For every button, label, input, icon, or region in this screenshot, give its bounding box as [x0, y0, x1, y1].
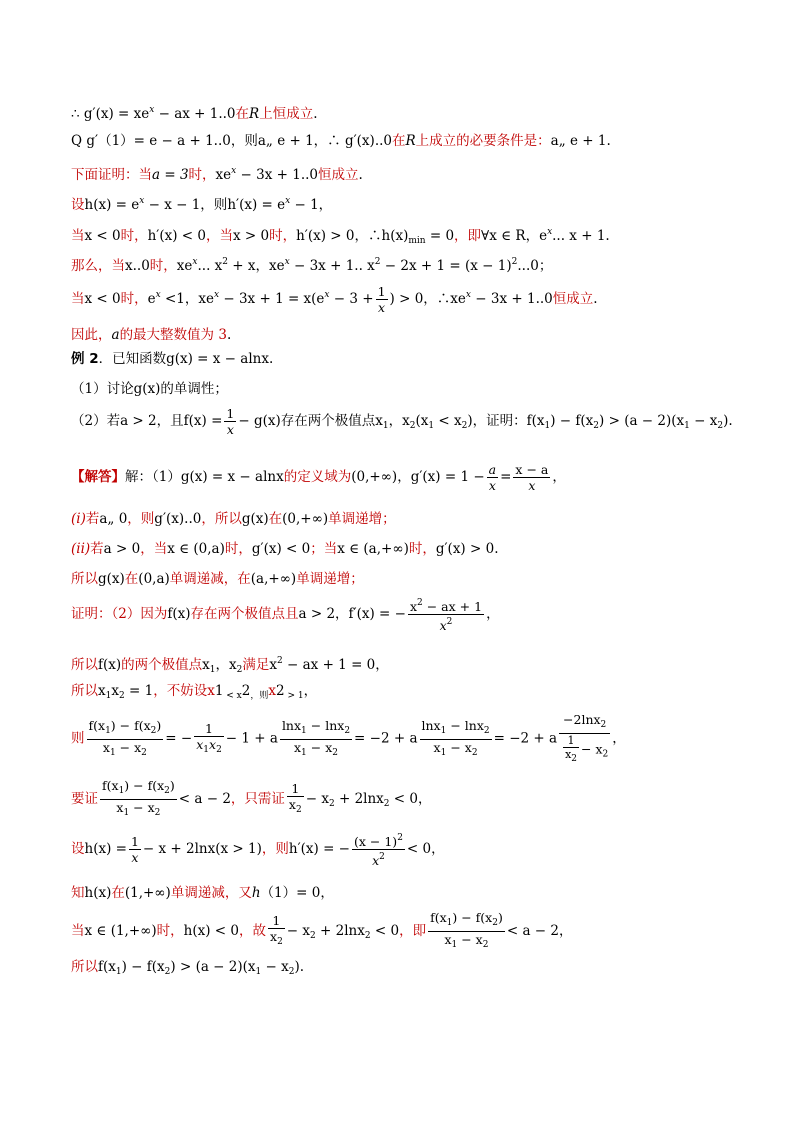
line-11: （2）若a > 2，且f(x) = $\frac{1}{x}$ − g(x)存在两个极值点$x_1$，$x_2(x_1 < x_2)$，证明：$f(x_1) - f(x_2) > (a - 2)(x_1 - x_2)$. [71, 406, 733, 437]
line-4: 设$h(x) = e^x - x - 1$，则$h'(x) = e^x - 1$， [71, 196, 333, 213]
line-17: 所以f(x)的两个极值点$x_1$，$x_2$满足$x^2$ − ax + 1 = 0， [71, 656, 389, 675]
line-12: 【解答】解：（1）g(x) = x − alnx的定义域为(0,+∞)，g′(x) = 1 − $\frac{a}{x}$ = $\frac{x - a}{x}$ ， [71, 462, 566, 493]
line-21: 设h(x) = $\frac{1}{x}$ − x + 2lnx(x > 1)，则h′(x) = − $\frac{(x - 1)^2}{x^2}$ < 0， [71, 833, 445, 868]
fraction: $\frac{1}{x_2}$ [270, 913, 283, 947]
line-13: (i)若a„ 0，则g′(x)..0，所以g(x)在(0,+∞)单调递增； [71, 511, 396, 527]
fraction: $\frac{(x - 1)^2}{x^2}$ [354, 833, 403, 868]
line-3: 下面证明：当a = 3时，$xe^x - 3x + 1..0$恒成立. [71, 166, 363, 183]
line-19: 则 $\frac{f(x_1) - f(x_2)}{x_1 - x_2}$ = − $\frac{1}{x_1x_2}$ − 1 + a $\frac{\ln x_1 - \ln x_2}{x_1 - x_2}$ = −2 + a $\frac{\ln x_1 - \ln x_2}{x_1 - x_2}$ = −2 + a −2lnx$_2$ $\frac{1}{x_2}$ − $x_2$ ， [71, 712, 626, 764]
fraction: $\frac{f(x_1) - f(x_2)}{x_1 - x_2}$ [88, 717, 162, 758]
line-7: 当x < 0时，$e^x <1$，$xe^x - 3x + 1 = x(e^x - 3$ + $\frac{1}{x}$ ) > 0，$\therefore xe^x - 3x + 1..0$恒成立. [71, 284, 598, 315]
line-18: 所以$x_1x_2 = 1$，不妨设x1 $_{< x}2_{,则}x2$ $_{> 1}$， [71, 683, 318, 701]
fraction: $\frac{1}{x}$ [226, 406, 235, 437]
line-8: 因此，a的最大整数值为 3. [71, 327, 232, 343]
line-1: ∴ $g'(x) = xe^x$ − ax + 1..0在R上恒成立. [71, 105, 318, 122]
line-15: 所以g(x)在(0,a)单调递减，在(a,+∞)单调递增； [71, 571, 364, 587]
line-9: 例 2．已知函数g(x) = x − alnx. [71, 351, 274, 367]
line-6: 那么，当x..0时，$xe^x$... $x^2 + x$，$xe^x - 3x + 1$.. $x^2 - 2x + 1 = (x - 1)^2...0$； [71, 257, 553, 274]
line-24: 所以$f(x_1) - f(x_2) > (a - 2)(x_1 - x_2)$. [71, 959, 305, 977]
fraction: $\frac{a}{x}$ [488, 462, 497, 493]
fraction: $\frac{1}{x_1x_2}$ [196, 720, 222, 755]
fraction: $\frac{f(x_1) - f(x_2)}{x_1 - x_2}$ [102, 778, 175, 818]
fraction: $\frac{x^2 - ax + 1}{x^2}$ [409, 598, 483, 633]
line-16: 证明：（2）因为f(x)存在两个极值点且a > 2，f′(x) = − $\frac{x^2 - ax + 1}{x^2}$ ， [71, 598, 500, 633]
line-20: 要证 $\frac{f(x_1) - f(x_2)}{x_1 - x_2}$ < a − 2，只需证 $\frac{1}{x_2}$ − $x_2 + 2\ln x_2 < 0$， [71, 778, 432, 821]
fraction: $\frac{f(x_1) - f(x_2)}{x_1 - x_2}$ [430, 910, 503, 950]
line-14: (ii)若a > 0，当x ∈ (0,a)时，g′(x) < 0；当x ∈ (a,+∞)时，g′(x) > 0. [71, 541, 499, 557]
fraction: $\frac{\ln x_1 - \ln x_2}{x_1 - x_2}$ [421, 717, 490, 758]
line-23: 当x ∈ (1,+∞)时，h(x) < 0，故 $\frac{1}{x_2}$ − $x_2 + 2\ln x_2 < 0$，即 $\frac{f(x_1) - f(x_2)}{x_1 - x_2}$ < a − 2， [71, 910, 573, 953]
line-5: 当x < 0时，h′(x) < 0，当x > 0时，h′(x) > 0，$\therefore h(x)_{min} = 0$，即∀x ∈ R，$e^x$... x + 1. [71, 227, 610, 246]
line-22: 知h(x)在(1,+∞)单调递减，又h（1）= 0， [71, 885, 334, 901]
fraction: $\frac{1}{x_2}$ [288, 781, 302, 815]
line-10: （1）讨论g(x)的单调性； [71, 381, 228, 397]
fraction: −2lnx$_2$ $\frac{1}{x_2}$ − $x_2$ [559, 712, 610, 766]
nested-fraction: $\frac{1}{x_2}$ [565, 734, 578, 764]
fraction: $\frac{\ln x_1 - \ln x_2}{x_1 - x_2}$ [281, 717, 351, 758]
fraction: $\frac{x - a}{x}$ [515, 462, 549, 493]
line-2: Q g′（1）= e − a + 1..0，则a„ e + 1，∴ g′(x)..0在R上成立的必要条件是：a„ e + 1. [71, 133, 611, 149]
fraction: $\frac{1}{x}$ [130, 834, 139, 865]
fraction: $\frac{1}{x}$ [377, 284, 386, 315]
